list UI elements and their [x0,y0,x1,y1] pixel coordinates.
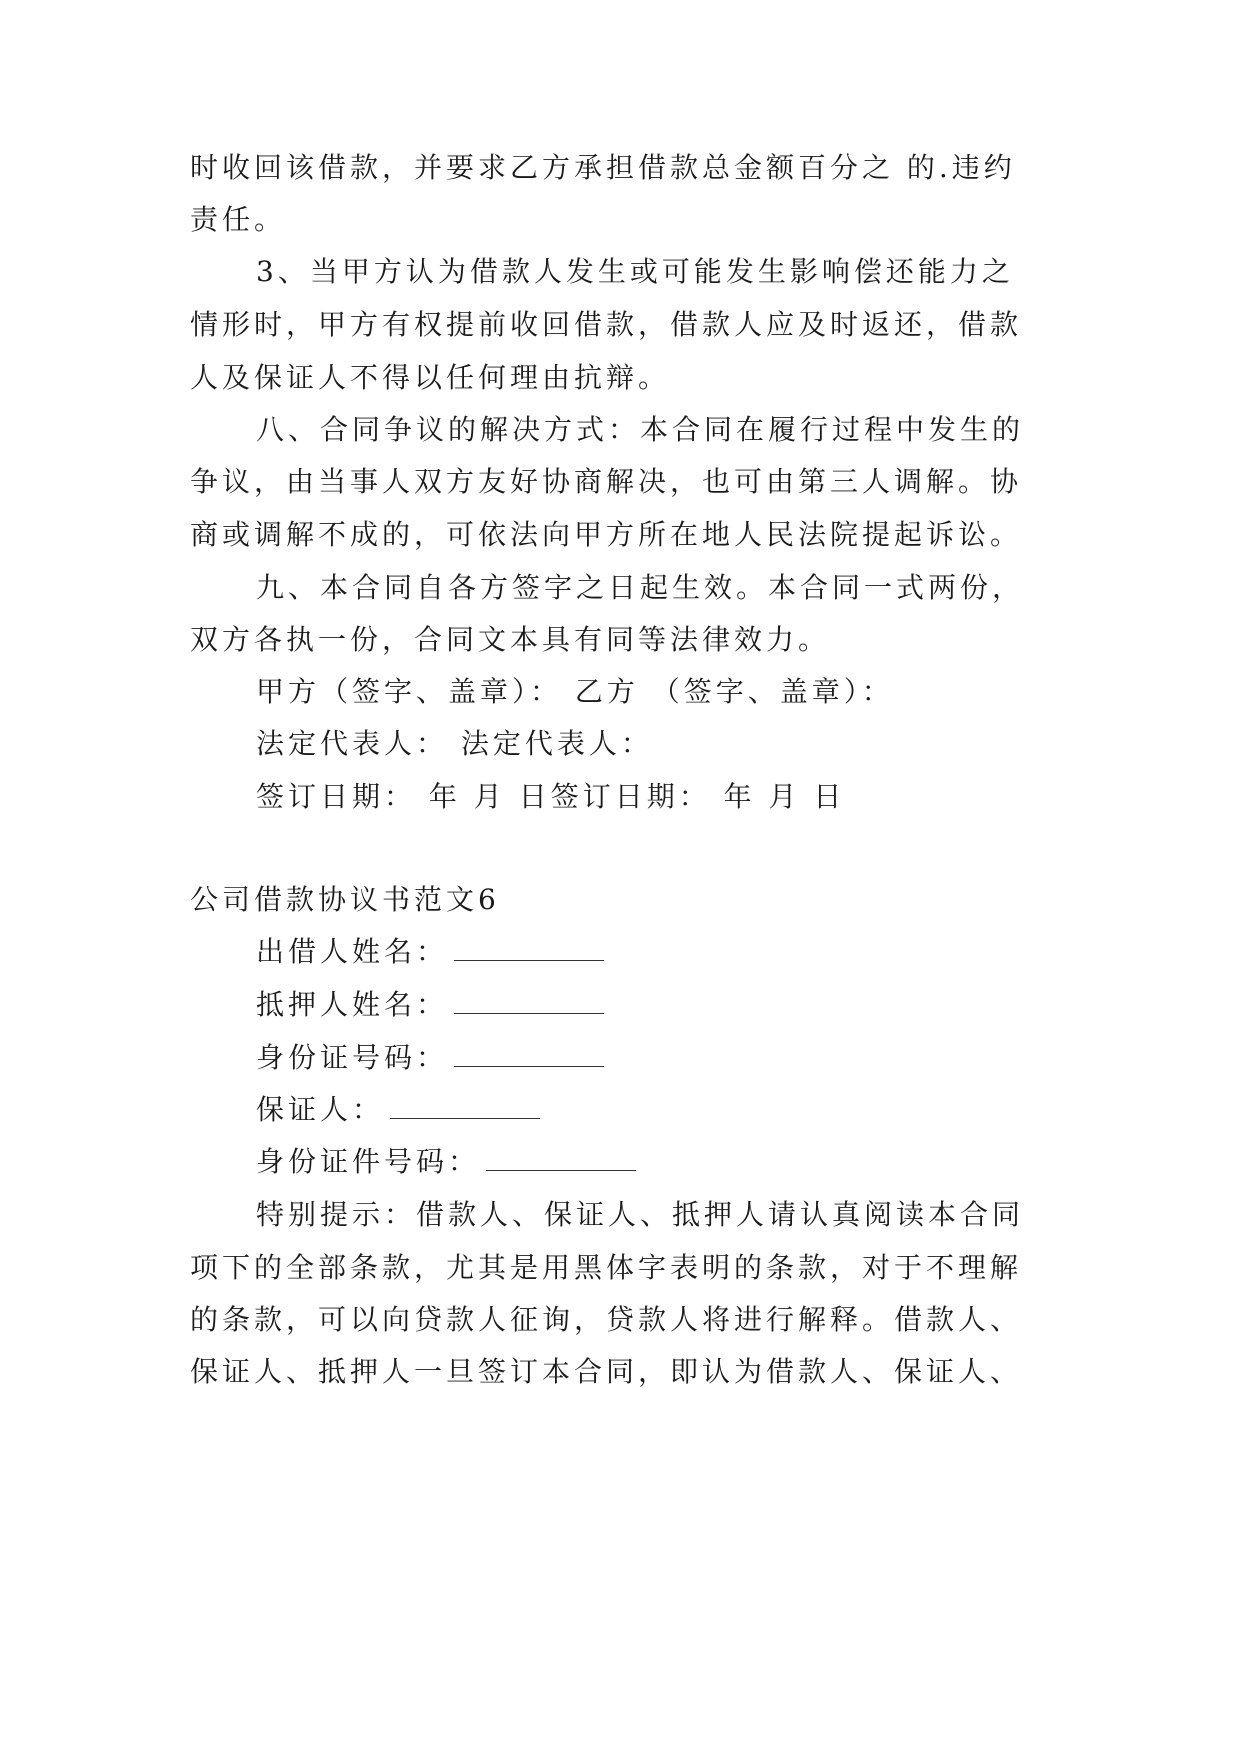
notice-line: 项下的全部条款，尤其是用黑体字表明的条款，对于不理解 [190,1251,1023,1284]
field-label: 身份证号码： [256,1041,449,1074]
signing-date-line: 签订日期： 年 月 日签订日期： 年 月 日 [256,780,846,813]
section-title: 公司借款协议书范文6 [190,883,500,916]
text-line: 商或调解不成的，可依法向甲方所在地人民法院提起诉讼。 [190,518,1023,551]
fill-in-blank [454,1042,604,1067]
text-line: 责任。 [190,203,287,236]
text-line: 争议，由当事人双方友好协商解决，也可由第三人调解。协 [190,465,1023,498]
text-line: 时收回该借款，并要求乙方承担借款总金额百分之 的.违约 [190,151,1016,184]
field-label: 保证人： [256,1093,385,1126]
legal-representative-line: 法定代表人： 法定代表人： [256,727,653,760]
id-document-number-field [256,1142,636,1182]
mortgagor-name-field [256,985,604,1025]
fill-in-blank [486,1146,636,1171]
fill-in-blank [454,936,604,961]
notice-line: 的条款，可以向贷款人征询，贷款人将进行解释。借款人、 [190,1303,1023,1336]
fill-in-blank [390,1094,540,1119]
text-line: 双方各执一份，合同文本具有同等法律效力。 [190,623,831,656]
text-line: 八、合同争议的解决方式：本合同在履行过程中发生的 [256,413,1025,446]
fill-in-blank [454,989,604,1014]
text-line: 情形时，甲方有权提前收回借款，借款人应及时返还，借款 [190,308,1023,341]
text-line: 九、本合同自各方签字之日起生效。本合同一式两份， [256,571,1025,604]
text-line: 人及保证人不得以任何理由抗辩。 [190,361,671,394]
guarantor-field [256,1090,540,1130]
notice-line: 特别提示：借款人、保证人、抵押人请认真阅读本合同 [256,1198,1025,1231]
notice-line: 保证人、抵押人一旦签订本合同，即认为借款人、保证人、 [190,1355,1023,1388]
field-label: 抵押人姓名： [256,988,449,1021]
id-number-field [256,1038,604,1078]
field-label: 身份证件号码： [256,1145,481,1178]
signature-parties-line: 甲方（签字、盖章）： 乙方 （签字、盖章）： [256,675,894,708]
text-line: 3、当甲方认为借款人发生或可能发生影响偿还能力之 [256,255,1014,288]
lender-name-field [256,932,604,972]
field-label: 出借人姓名： [256,935,449,968]
